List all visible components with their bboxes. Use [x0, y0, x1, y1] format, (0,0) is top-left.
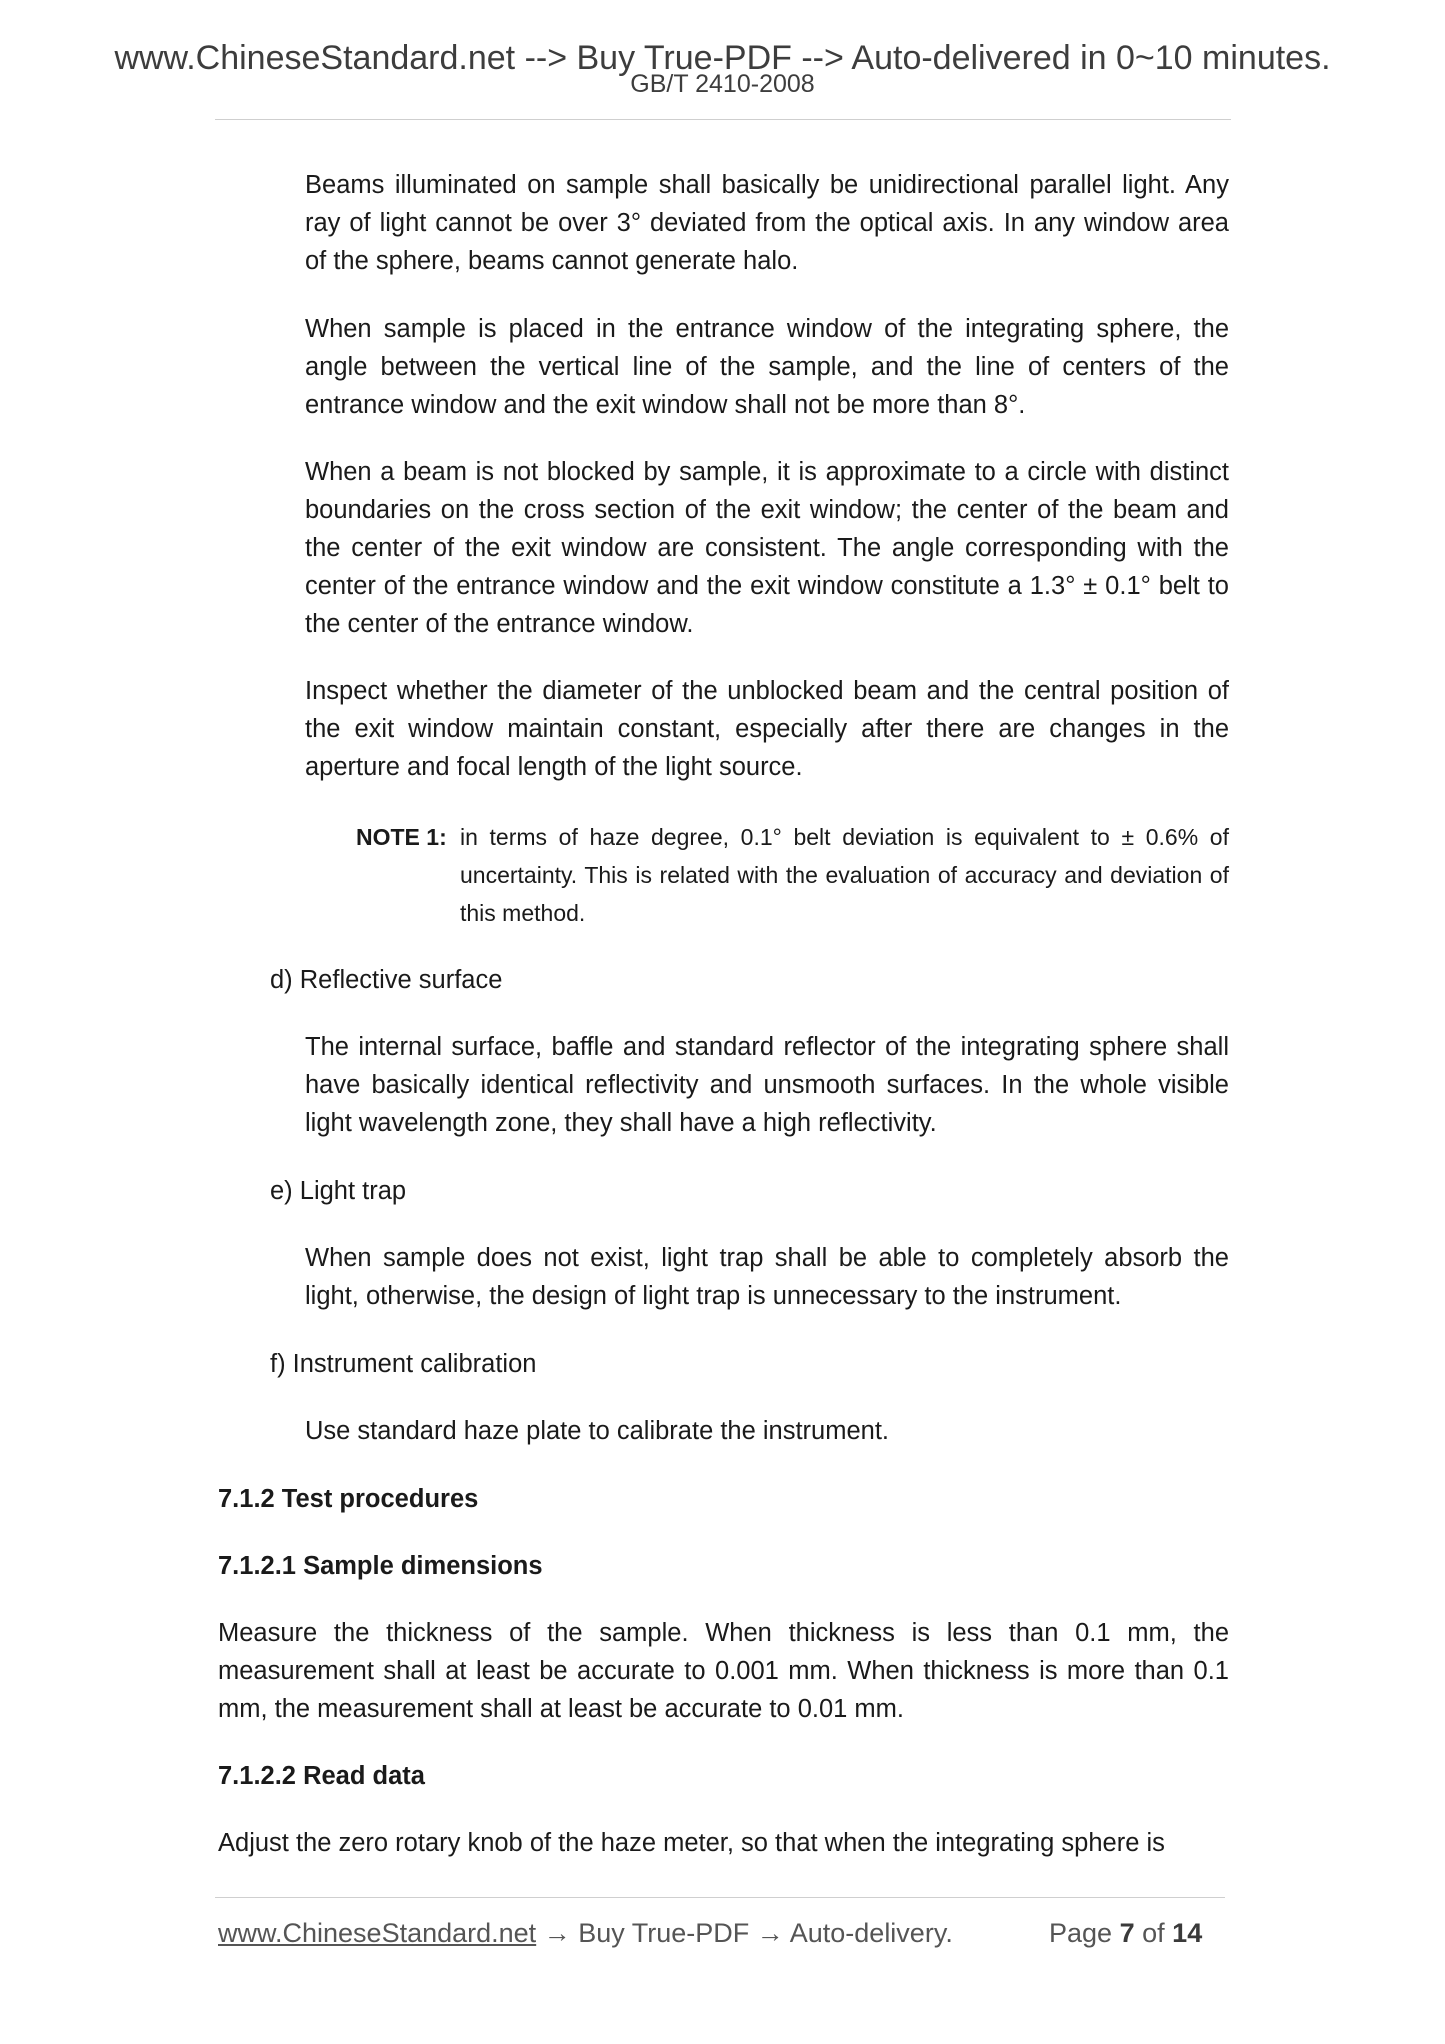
page-total: 14	[1172, 1918, 1203, 1948]
site-banner: www.ChineseStandard.net --> Buy True-PDF --> Auto-delivered in 0~10 minutes.	[114, 39, 1331, 77]
standard-code: GB/T 2410-2008	[630, 70, 815, 98]
paragraph-inspect-diameter: Inspect whether the diameter of the unblocked beam and the central position of the exit window maintain constant, especially after there are changes in the aperture and focal length of the light source.	[305, 677, 1229, 781]
note-label: NOTE 1:	[356, 824, 447, 850]
paragraph-beam-circle: When a beam is not blocked by sample, it is approximate to a circle with distinct boundaries on the cross section of the exit window; the center of the beam and the center of the exit window are consistent. The angle corresponding with the center of the entrance window and the exit window constitute a 1.3° ± 0.1° belt to the center of the entrance window.	[305, 458, 1229, 638]
page-of: of	[1142, 1918, 1165, 1948]
footer-promo: → Buy True-PDF → Auto-delivery.	[536, 1918, 953, 1948]
footer-divider	[215, 1897, 1225, 1898]
page-current: 7	[1119, 1918, 1135, 1948]
paragraph-reflective-surface: The internal surface, baffle and standard reflector of the integrating sphere shall have basically identical reflectivity and unsmooth surfaces. In the whole visible light wavelength zone, they shall have a high reflectivity.	[305, 1033, 1229, 1137]
paragraph-read-data: Adjust the zero rotary knob of the haze meter, so that when the integrating sphere is	[218, 1829, 1165, 1857]
heading-7-1-2: 7.1.2 Test procedures	[218, 1485, 479, 1513]
paragraph-instrument-calibration: Use standard haze plate to calibrate the instrument.	[305, 1417, 889, 1445]
footer-left	[218, 1913, 953, 1953]
page-indicator	[1049, 1913, 1202, 1953]
page-label: Page	[1049, 1918, 1113, 1948]
paragraph-light-trap: When sample does not exist, light trap shall be able to completely absorb the light, otherwise, the design of light trap is unnecessary to the instrument.	[305, 1244, 1229, 1310]
heading-7-1-2-2: 7.1.2.2 Read data	[218, 1762, 425, 1790]
item-reflective-surface: d) Reflective surface	[270, 966, 503, 994]
paragraph-sample-angle: When sample is placed in the entrance window of the integrating sphere, the angle between the vertical line of the sample, and the line of centers of the entrance window and the exit window shall not be more than 8°.	[305, 315, 1229, 419]
heading-7-1-2-1: 7.1.2.1 Sample dimensions	[218, 1552, 543, 1580]
note-text: in terms of haze degree, 0.1° belt deviation is equivalent to ± 0.6% of uncertainty. This is related with the evaluation of accuracy and deviation of this method.	[460, 824, 1229, 926]
paragraph-sample-dimensions: Measure the thickness of the sample. When thickness is less than 0.1 mm, the measurement shall at least be accurate to 0.001 mm. When thickness is more than 0.1 mm, the measurement shall at least be accurate to 0.01 mm.	[218, 1619, 1229, 1723]
note-1	[356, 818, 1229, 932]
item-instrument-calibration: f) Instrument calibration	[270, 1350, 537, 1378]
item-light-trap: e) Light trap	[270, 1177, 407, 1205]
paragraph-beam-parallel: Beams illuminated on sample shall basically be unidirectional parallel light. Any ray of light cannot be over 3° deviated from the optical axis. In any window area of the sphere, beams cannot generate halo.	[305, 171, 1229, 275]
footer-site-link[interactable]: www.ChineseStandard.net	[218, 1918, 537, 1948]
header-divider	[215, 119, 1231, 120]
